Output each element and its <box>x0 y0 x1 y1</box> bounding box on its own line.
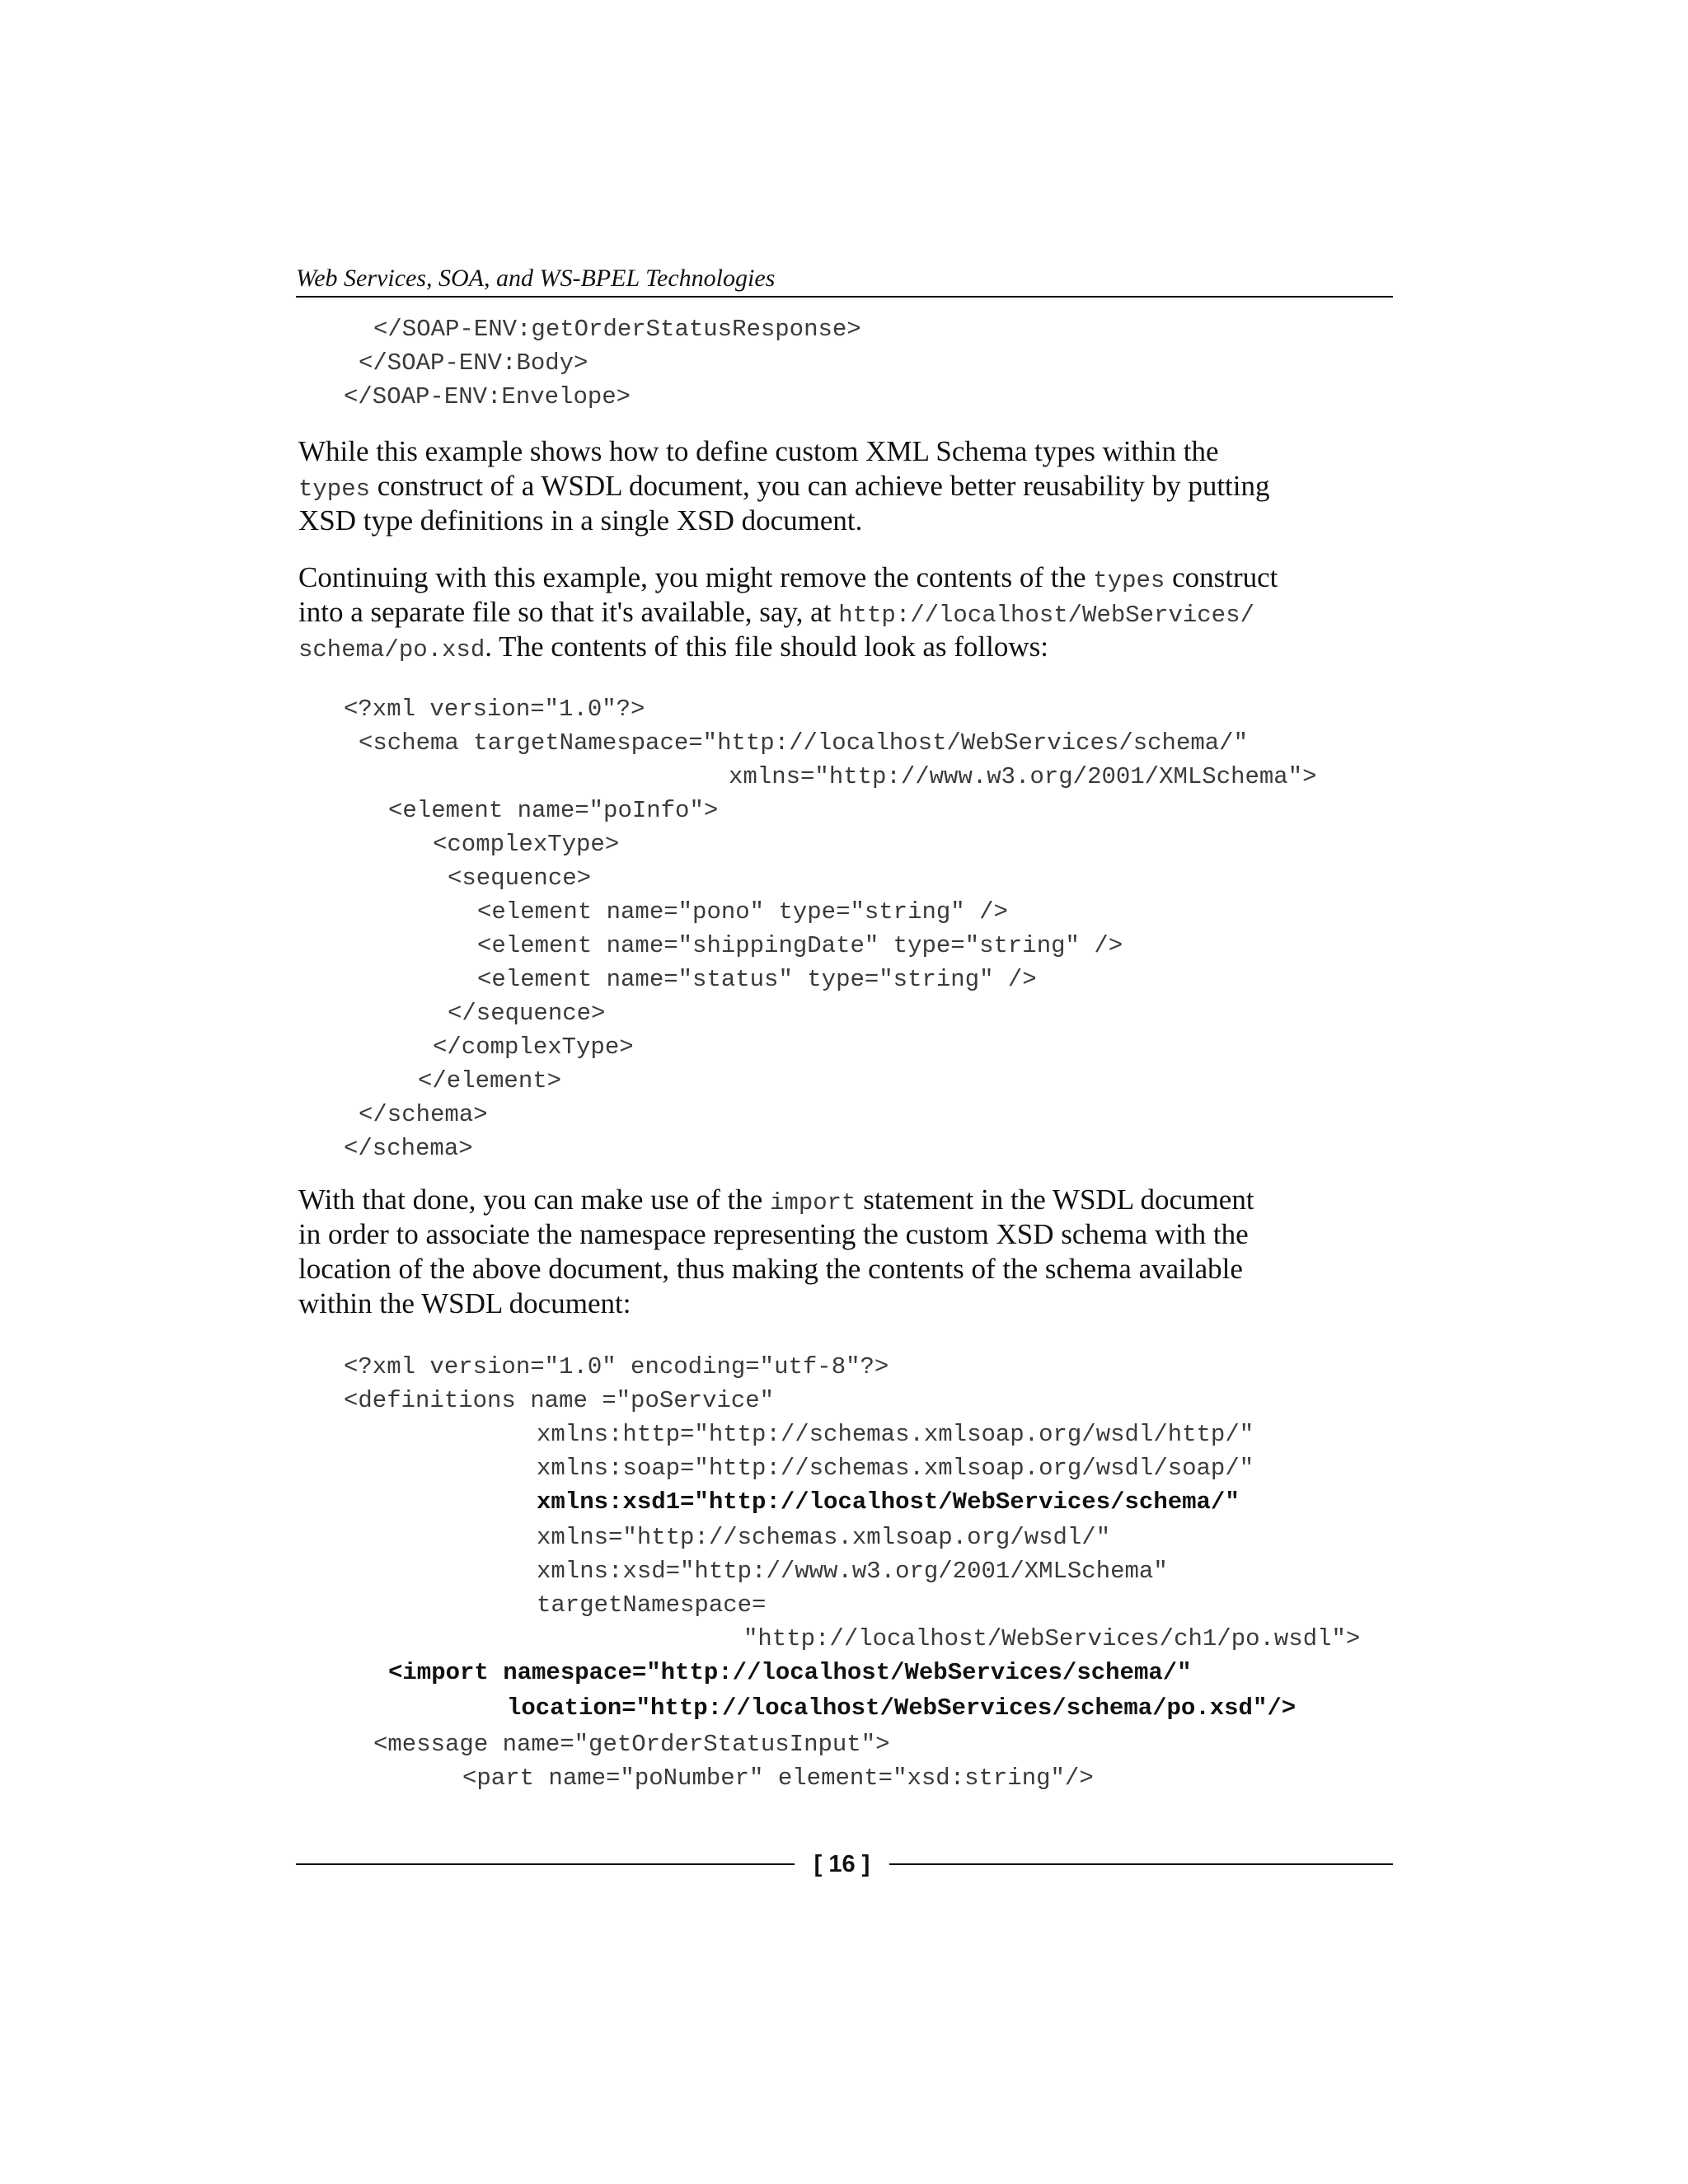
code-line: <part name="poNumber" element="xsd:string"/> <box>462 1765 1094 1792</box>
code-line: <element name="poInfo"> <box>388 797 719 824</box>
code-line: <?xml version="1.0"?> <box>344 696 645 723</box>
paragraph-text: statement in the WSDL document <box>856 1183 1254 1216</box>
code-line: targetNamespace= <box>537 1591 767 1619</box>
page-number: [ 16 ] <box>814 1851 870 1877</box>
code-line: <element name="pono" type="string" /> <box>477 898 1008 926</box>
code-line: xmlns="http://www.w3.org/2001/XMLSchema"> <box>729 763 1317 790</box>
code-line: </element> <box>418 1067 562 1094</box>
code-line-highlighted: xmlns:xsd1="http://localhost/WebServices/schema/" <box>537 1488 1240 1516</box>
code-line: </sequence> <box>448 1000 606 1027</box>
running-title: Web Services, SOA, and WS-BPEL Technologies <box>296 265 776 292</box>
code-line: <schema targetNamespace="http://localhost/WebServices/schema/" <box>359 729 1248 757</box>
paragraph-line <box>298 630 1048 668</box>
paragraph-line <box>298 595 1254 633</box>
code-line: xmlns:soap="http://schemas.xmlsoap.org/wsdl/soap/" <box>537 1455 1254 1482</box>
code-line: xmlns:http="http://schemas.xmlsoap.org/wsdl/http/" <box>537 1421 1254 1448</box>
paragraph-line: While this example shows how to define custom XML Schema types within the <box>298 435 1219 467</box>
code-line: <definitions name ="poService" <box>344 1387 775 1414</box>
running-header <box>296 262 1393 298</box>
code-line: <element name="shippingDate" type="string" /> <box>477 932 1123 959</box>
paragraph-text: construct <box>1165 561 1278 593</box>
inline-code: import <box>770 1189 856 1216</box>
code-line: <complexType> <box>433 831 620 858</box>
code-line: "http://localhost/WebServices/ch1/po.wsdl"> <box>743 1625 1361 1652</box>
code-line: <sequence> <box>448 865 592 892</box>
paragraph-line <box>298 1183 1254 1221</box>
code-line: </SOAP-ENV:getOrderStatusResponse> <box>373 316 861 343</box>
code-line: <message name="getOrderStatusInput"> <box>373 1731 890 1758</box>
inline-code: types <box>298 476 371 503</box>
paragraph-text: With that done, you can make use of the <box>298 1183 771 1216</box>
code-line: </SOAP-ENV:Envelope> <box>344 383 631 410</box>
footer-rule-right <box>889 1863 1393 1865</box>
code-line: <element name="status" type="string" /> <box>477 966 1037 993</box>
code-line-highlighted: location="http://localhost/WebServices/schema/po.xsd"/> <box>507 1694 1296 1722</box>
paragraph-text: Continuing with this example, you might remove the contents of the <box>298 561 1094 593</box>
code-line: xmlns:xsd="http://www.w3.org/2001/XMLSchema" <box>537 1558 1168 1585</box>
code-line: </schema> <box>359 1101 488 1128</box>
paragraph-text: into a separate file so that it's available, say, at <box>298 596 839 628</box>
code-line: </schema> <box>344 1135 473 1162</box>
inline-code: schema/po.xsd <box>298 636 485 663</box>
inline-code: types <box>1093 567 1165 594</box>
paragraph-line: XSD type definitions in a single XSD document. <box>298 504 863 537</box>
paragraph-line: in order to associate the namespace representing the custom XSD schema with the <box>298 1218 1249 1250</box>
page-footer <box>296 1846 1393 1882</box>
paragraph-text: construct of a WSDL document, you can achieve better reusability by putting <box>370 470 1270 502</box>
code-line: </complexType> <box>433 1033 634 1061</box>
paragraph-line <box>298 469 1270 507</box>
code-line: xmlns="http://schemas.xmlsoap.org/wsdl/" <box>537 1524 1111 1551</box>
paragraph-line <box>298 560 1278 598</box>
inline-code: http://localhost/WebServices/ <box>838 602 1254 629</box>
footer-rule-left <box>296 1863 795 1865</box>
code-line-highlighted: <import namespace="http://localhost/WebServices/schema/" <box>388 1659 1192 1686</box>
code-line: <?xml version="1.0" encoding="utf-8"?> <box>344 1353 889 1380</box>
paragraph-line: within the WSDL document: <box>298 1287 631 1319</box>
code-line: </SOAP-ENV:Body> <box>359 349 588 377</box>
paragraph-line: location of the above document, thus making the contents of the schema available <box>298 1253 1243 1285</box>
paragraph-text: . The contents of this file should look as follows: <box>485 630 1048 663</box>
